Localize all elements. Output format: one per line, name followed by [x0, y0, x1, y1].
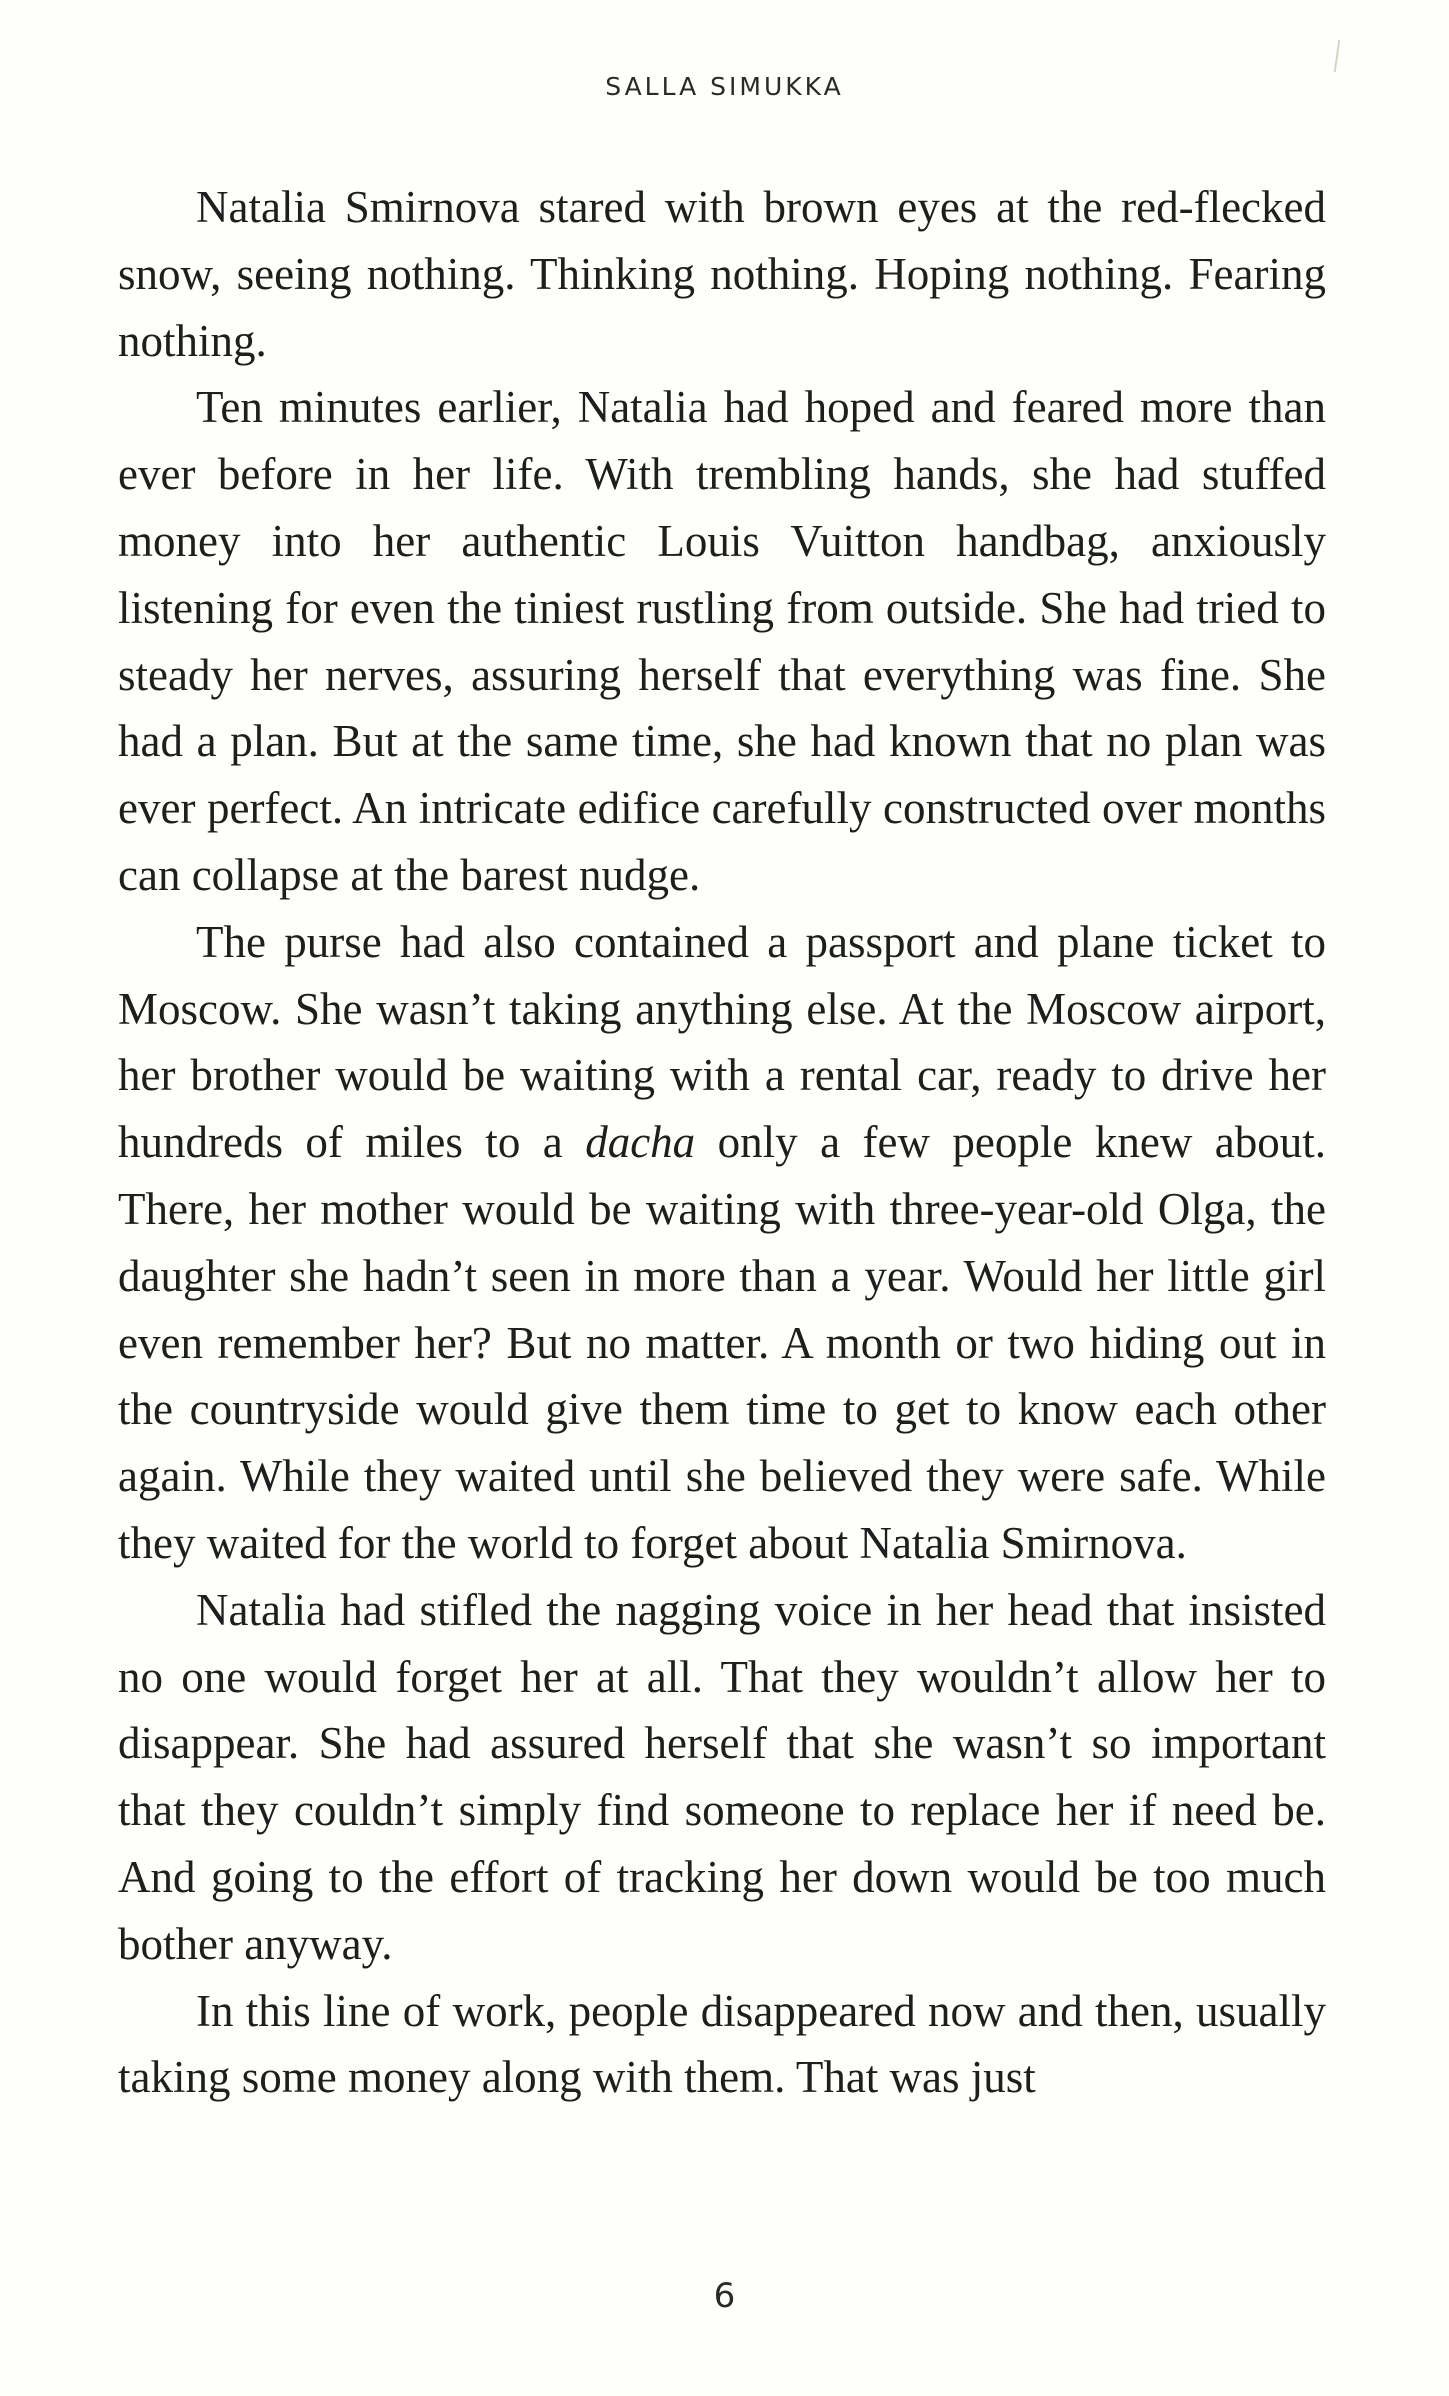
paragraph-5: In this line of work, people disappeared now and then, usually taking some money along with them. That was just [118, 1985, 1326, 2103]
scan-artifact [1334, 40, 1340, 72]
running-head: SALLA SIMUKKA [605, 72, 844, 101]
paragraph-2: Ten minutes earlier, Natalia had hoped and feared more than ever before in her life. With trembling hands, she had stuffed money into her authentic Louis Vuitton handbag, anxiously listening for even the tiniest rustling from outside. She had tried to steady her nerves, assuring herself that everything was fine. She had a plan. But at the same time, she had known that no plan was ever perfect. An intricate edifice carefully constructed over months can collapse at the barest nudge. [118, 382, 1326, 900]
paragraph-3 [118, 909, 1326, 1577]
page-number: 6 [713, 2276, 736, 2316]
paragraph-1: Natalia Smirnova stared with brown eyes at the red-flecked snow, seeing nothing. Thinking nothing. Hoping nothing. Fearing nothing. [118, 182, 1326, 366]
paragraph-4: Natalia had stifled the nagging voice in her head that insisted no one would forget her at all. That they wouldn’t allow her to disappear. She had assured herself that she wasn’t so important that they couldn’t simply find someone to replace her if need be. And going to the effort of tracking her down would be too much bother anyway. [118, 1584, 1326, 1969]
paragraph-3-text-a: The purse had also contained a passport and plane ticket to Moscow. She wasn’t taking anything else. At the Moscow airport, her brother would be waiting with a rental car, ready to drive her hundreds of miles to a [118, 916, 1326, 1168]
paragraph-3-text-b: only a few people knew about. There, her mother would be waiting with three-year-old Olga, the daughter she hadn’t seen in more than a year. Would her little girl even remember her? But no matter. A month or two hiding out in the countryside would give them time to get to know each other again. While they waited until she believed they were safe. While they waited for the world to forget about Natalia Smirnova. [118, 1117, 1326, 1568]
paragraph-3-italic-word: dacha [585, 1117, 696, 1168]
body-text [118, 174, 1326, 2111]
